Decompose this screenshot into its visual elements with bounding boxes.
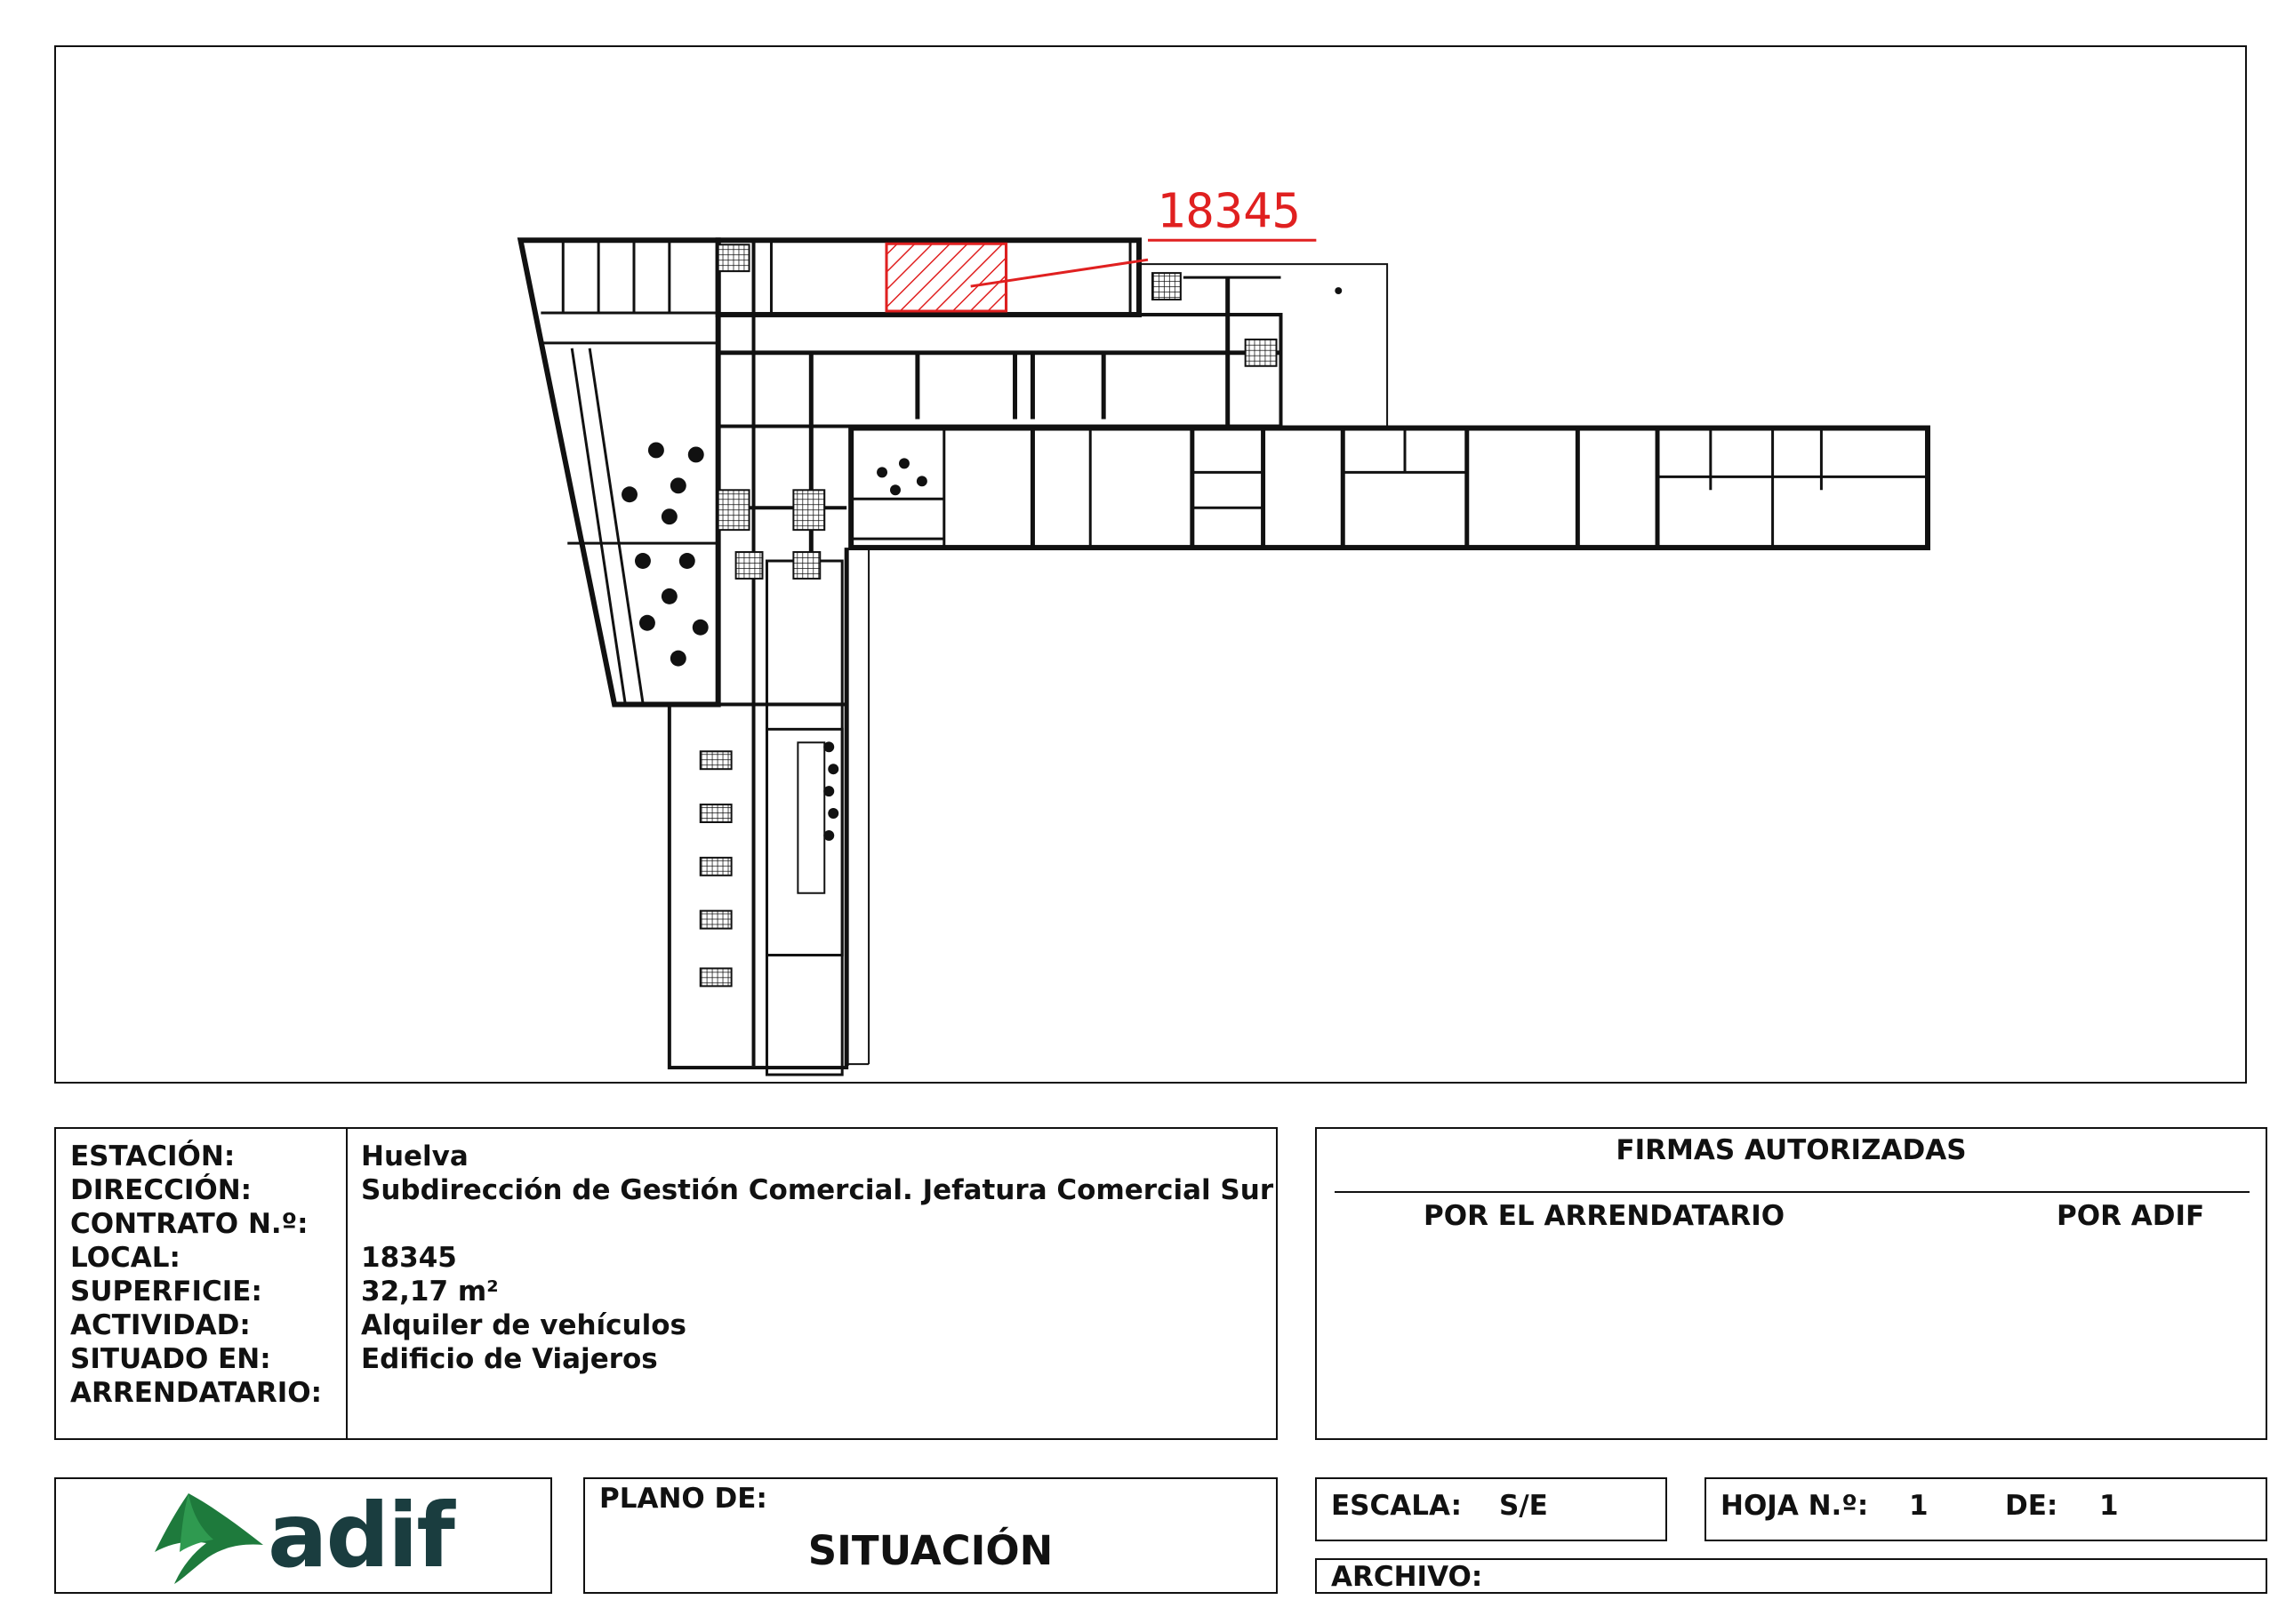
archivo-label: ARCHIVO: (1331, 1561, 1483, 1593)
floor-plan-frame (54, 45, 2247, 1084)
escala-value: S/E (1499, 1490, 1548, 1522)
logo-box (54, 1477, 552, 1594)
escala-box (1315, 1477, 1667, 1541)
info-row-superficie (56, 1275, 1276, 1308)
info-value: Edificio de Viajeros (361, 1343, 658, 1375)
info-label: DIRECCIÓN: (70, 1174, 253, 1206)
local-callout-label: 18345 (1156, 182, 1301, 239)
info-row-situado (56, 1342, 1276, 1376)
floor-plan-drawing (56, 47, 2245, 1082)
info-label: SITUADO EN: (70, 1343, 271, 1375)
archivo-box (1315, 1558, 2267, 1594)
info-row-arrendatario (56, 1376, 1276, 1410)
escala-label: ESCALA: (1331, 1490, 1462, 1522)
plano-box (583, 1477, 1278, 1594)
adif-logo-text: adif (268, 1484, 453, 1588)
signature-arrendatario-label: POR EL ARRENDATARIO (1424, 1200, 1785, 1232)
info-table (54, 1127, 1278, 1440)
info-value: 32,17 m² (361, 1276, 499, 1308)
info-label: SUPERFICIE: (70, 1276, 262, 1308)
adif-logo-icon (149, 1490, 265, 1586)
info-row-actividad (56, 1308, 1276, 1342)
signatures-title: FIRMAS AUTORIZADAS (1616, 1134, 1967, 1166)
signatures-box (1315, 1127, 2267, 1440)
info-value: 18345 (361, 1242, 457, 1274)
info-row-estacion (56, 1140, 1276, 1173)
de-label: DE: (2005, 1490, 2058, 1522)
info-value: Huelva (361, 1140, 469, 1172)
info-value: Subdirección de Gestión Comercial. Jefatura Comercial Sur (361, 1174, 1274, 1206)
hoja-value: 1 (1909, 1490, 1929, 1522)
hoja-box (1704, 1477, 2267, 1541)
info-label: ESTACIÓN: (70, 1140, 236, 1172)
info-row-contrato (56, 1207, 1276, 1241)
info-label: LOCAL: (70, 1242, 180, 1274)
plano-label: PLANO DE: (599, 1483, 767, 1515)
info-label: ARRENDATARIO: (70, 1377, 323, 1409)
signature-line (1335, 1191, 2250, 1193)
info-label: ACTIVIDAD: (70, 1309, 251, 1341)
info-value: Alquiler de vehículos (361, 1309, 686, 1341)
hoja-label: HOJA N.º: (1721, 1490, 1869, 1522)
plano-value: SITUACIÓN (807, 1527, 1054, 1574)
info-label: CONTRATO N.º: (70, 1208, 309, 1240)
signature-adif-label: POR ADIF (2057, 1200, 2205, 1232)
local-18345-highlight (886, 244, 1007, 311)
info-row-direccion (56, 1173, 1276, 1207)
info-row-local (56, 1241, 1276, 1275)
de-value: 1 (2099, 1490, 2119, 1522)
